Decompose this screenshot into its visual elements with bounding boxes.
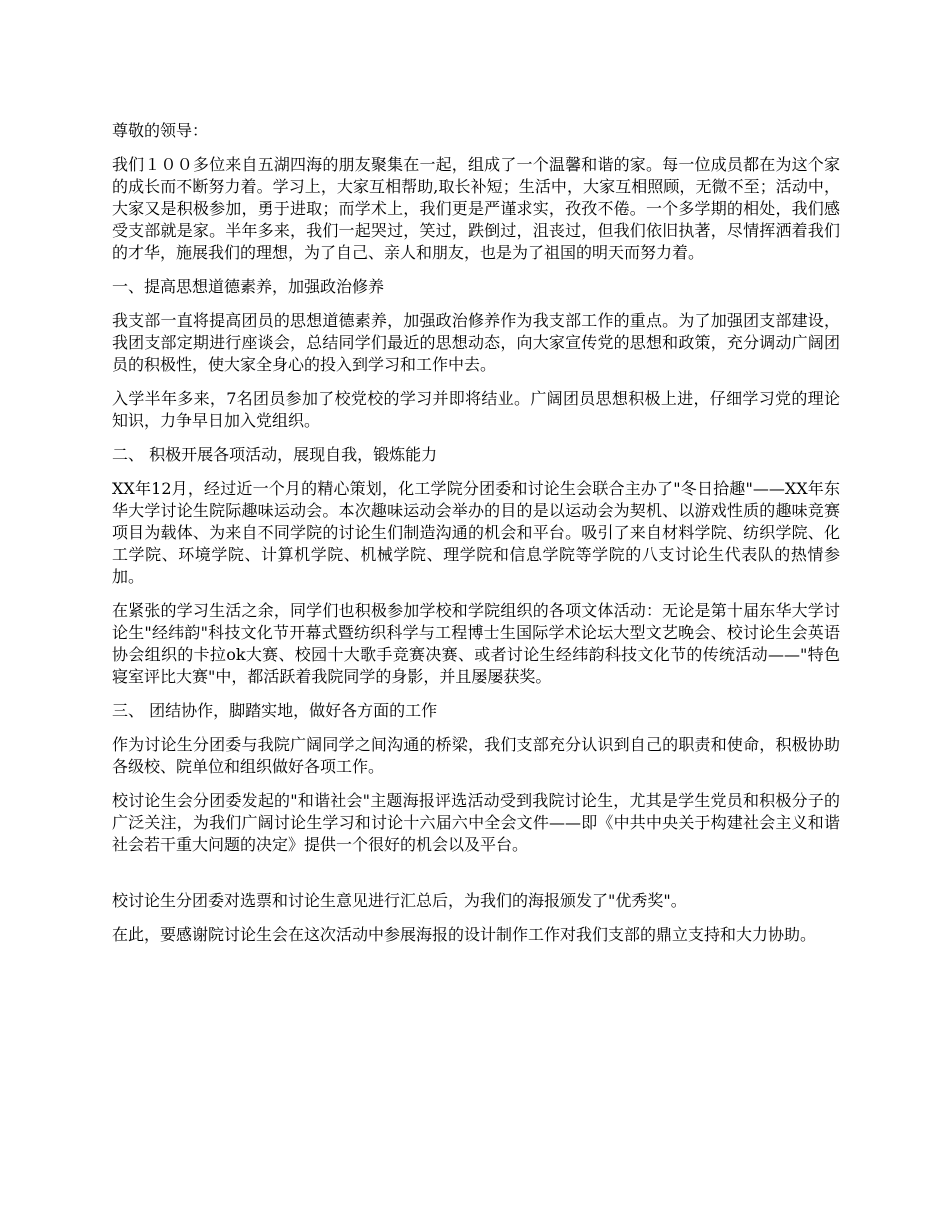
paragraph-section3-b: 校讨论生会分团委发起的"和谐社会"主题海报评选活动受到我院讨论生，尤其是学生党员和积极分子的广泛关注，为我们广阔讨论生学习和讨论十六届六中全会文件——即《中共中央关于构建社会主义和谐社会若干重大问题的决定》提供一个很好的机会以及平台。	[112, 791, 840, 854]
paragraph-section3-c: 校讨论生分团委对选票和讨论生意见进行汇总后，为我们的海报颁发了"优秀奖"。	[112, 891, 687, 910]
paragraph-intro: 我们１００多位来自五湖四海的朋友聚集在一起，组成了一个温馨和谐的家。每一位成员都在为这个家的成长而不断努力着。学习上，大家互相帮助,取长补短；生活中，大家互相照顾，无微不至；活动中，大家又是积极参加，勇于进取；而学术上，我们更是严谨求实，孜孜不倦。一个多学期的相处，我们感受支部就是家。半年多来，我们一起哭过，笑过，跌倒过，沮丧过，但我们依旧执著，尽情挥洒着我们的才华，施展我们的理想，为了自己、亲人和朋友，也是为了祖国的明天而努力着。	[112, 155, 840, 262]
paragraph-section2-b: 在紧张的学习生活之余，同学们也积极参加学校和学院组织的各项文体活动：无论是第十届东华大学讨论生"经纬韵"科技文化节开幕式暨纺织科学与工程博士生国际学术论坛大型文艺晚会、校讨论生会英语协会组织的卡拉ok大赛、校园十大歌手竞赛决赛、或者讨论生经纬韵科技文化节的传统活动——"特色寝室评比大赛"中，都活跃着我院同学的身影，并且屡屡获奖。	[112, 601, 840, 686]
section-heading-1: 一、提高思想道德素养，加强政治修养	[112, 277, 385, 296]
salutation: 尊敬的领导：	[112, 121, 209, 140]
paragraph-section1-a: 我支部一直将提高团员的思想道德素养，加强政治修养作为我支部工作的重点。为了加强团支部建设，我团支部定期进行座谈会，总结同学们最近的思想动态，向大家宣传党的思想和政策，充分调动广阔团员的积极性，使大家全身心的投入到学习和工作中去。	[112, 311, 840, 374]
document-page	[112, 120, 840, 958]
paragraph-closing: 在此，要感谢院讨论生会在这次活动中参展海报的设计制作工作对我们支部的鼎立支持和大力协助。	[112, 925, 817, 944]
paragraph-section2-a: XX年12月，经过近一个月的精心策划，化工学院分团委和讨论生会联合主办了"冬日拾趣"——XX年东华大学讨论生院际趣味运动会。本次趣味运动会举办的目的是以运动会为契机、以游戏性质的趣味竞赛项目为载体、为来自不同学院的讨论生们制造沟通的机会和平台。吸引了来自材料学院、纺织学院、化工学院、环境学院、计算机学院、机械学院、理学院和信息学院等学院的八支讨论生代表队的热情参加。	[112, 479, 840, 586]
section-heading-3: 三、 团结协作，脚踏实地，做好各方面的工作	[112, 701, 438, 720]
paragraph-section1-b: 入学半年多来，7名团员参加了校党校的学习并即将结业。广阔团员思想积极上进，仔细学习党的理论知识，力争早日加入党组织。	[112, 389, 840, 430]
blank-spacer	[112, 868, 840, 890]
paragraph-section3-a: 作为讨论生分团委与我院广阔同学之间沟通的桥梁，我们支部充分认识到自己的职责和使命，积极协助各级校、院单位和组织做好各项工作。	[112, 735, 840, 776]
section-heading-2: 二、 积极开展各项活动，展现自我，锻炼能力	[112, 445, 438, 464]
